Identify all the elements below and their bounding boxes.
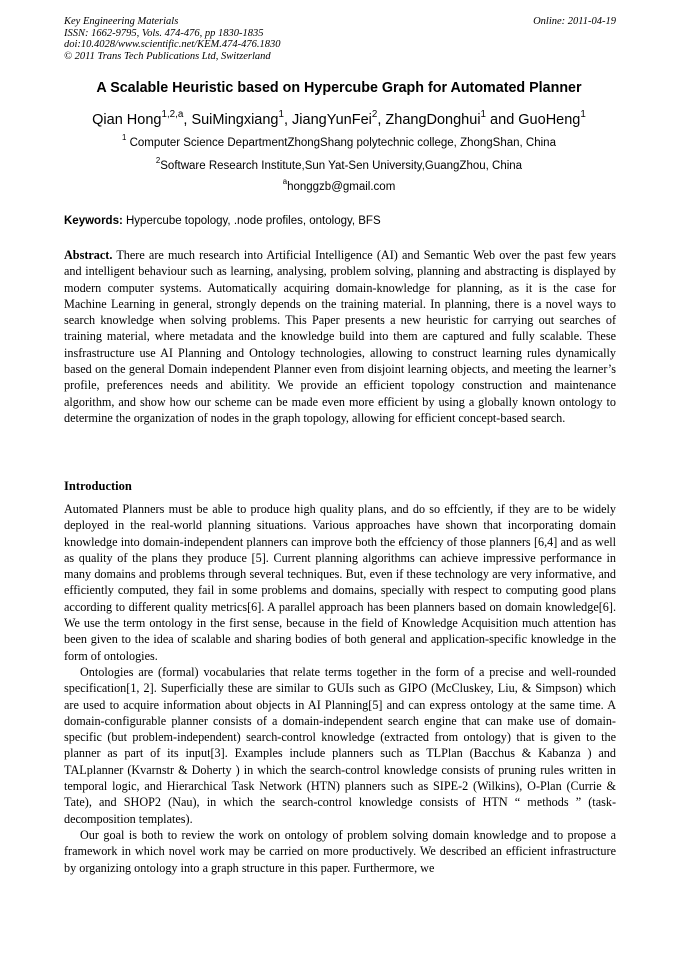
abstract-paragraph: [64, 247, 616, 426]
email-address[interactable]: honggzb@gmail.com: [287, 181, 396, 193]
affiliation-1: [30, 133, 648, 149]
author-name: ZhangDonghui: [385, 112, 481, 128]
author-email: [30, 177, 648, 193]
affiliation-text: Computer Science DepartmentZhongShang polytechnic college, ZhongShan, China: [126, 137, 556, 149]
keywords-line: [64, 215, 381, 227]
issn-line: ISSN: 1662-9795, Vols. 474-476, pp 1830-1835: [64, 27, 264, 39]
journal-name: Key Engineering Materials: [64, 16, 179, 27]
author-separator: ,: [183, 112, 192, 128]
body-paragraph: Ontologies are (formal) vocabularies that relate terms together in the form of a precise and well-rounded specification[1, 2]. Superficially these are similar to GUIs such as GIPO (McCluskey, Liu, & Simpson) which are used to acquire information about objects in AI Planning[5] and can express ontology at the same time. A domain-configurable planner consists of a domain-independent search engine that can make use of domain-specific (but problem-independent) search-control knowledge (extracted from ontology) that is given to the planner as part of its input[3]. Examples include planners such as TLPlan (Bacchus & Kabanza ) and TALplanner (Kvarnstr & Doherty ) in which the search-control knowledge consists of pruning rules written in temporal logic, and Hierarchical Task Network (HTN) planners such as SIPE-2 (Wilkins), O-Plan (Currie & Tate), and SHOP2 (Nau), in which the search-control knowledge consists of HTN “ methods ” (task-decomposition templates).: [64, 664, 616, 826]
author-separator: and: [486, 112, 519, 128]
author-name: SuiMingxiang: [191, 112, 279, 128]
author-name: JiangYunFei: [292, 112, 372, 128]
author-affiliation-mark: 2: [371, 108, 378, 120]
affiliation-mark: 2: [155, 156, 161, 165]
running-header: [64, 16, 616, 62]
author-name: Qian Hong: [92, 112, 162, 128]
section-heading-introduction: Introduction: [64, 479, 132, 493]
abstract-text: There are much research into Artificial Intelligence (AI) and Semantic Web over the past few years and intelligent behaviour such as learning, analysing, problem solving, planning and abstracting is displayed by modern computer systems. Automatically acquiring domain-knowledge for planning, as it is the case for Machine Learning in general, strongly depends on the training material. In planning, there is a novel ways to search knowledge when solving problems. This Paper presents a new heuristic for carrying out searches of training material, where metadata and the knowledge build into them are captured and fully scalable. These insfrastructure use AI Planning and Ontology technologies, allowing to construct learning rules dynamically based on the general Domain independent Planner even from disjoint learning objects, and meeting the learner’s profile, preferences needs and abilitity. We provide an efficient topology construction and maintenance algorithm, and show how our scheme can be made even more efficient by using a globally known ontology to determine the organization of nodes in the graph topology, allowing for efficient concept-based search.: [64, 248, 616, 425]
keywords-label: Keywords:: [64, 215, 123, 227]
author-affiliation-mark: 1: [480, 108, 487, 120]
body-paragraph: Our goal is both to review the work on ontology of problem solving domain knowledge and to propose a framework in which novel work may be carried on more productively. We described an efficient infrastructure by organizing ontology into a graph structure in this paper. Furthermore, we: [64, 827, 616, 875]
abstract-section: [64, 247, 616, 426]
doi-line: doi:10.4028/www.scientific.net/KEM.474-476.1830: [64, 39, 281, 50]
affiliation-text: Software Research Institute,Sun Yat-Sen University,GuangZhou, China: [160, 160, 523, 172]
author-separator: ,: [283, 112, 293, 128]
author-separator: ,: [377, 112, 386, 128]
author-affiliation-mark: 1,2,a: [161, 108, 184, 120]
email-mark: a: [282, 177, 288, 186]
author-affiliation-mark: 1: [278, 108, 284, 120]
body-paragraph: Automated Planners must be able to produce high quality plans, and do so effciently, if they are to be widely deployed in the real-world planning situations. Various approaches have shown that incorporating domain knowledge into domain-independent planners can improve both the effciency of those planners [6,4] and as well as quality of the plans they produce [5]. Current planning algorithms can achieve impressive performance in many domains and problems through several techniques. But, even if these technology are very informative, and efficiently computed, they fail in some problems and domains, specially with respect to computing good plans according to different quality metrics[6]. A parallel approach has been planners based on domain knowledge[6]. We use the term ontology in the first sense, because in the field of Knowledge Acquisition much attention has been given to the idea of scalable and sharing bodies of both general and application-specific knowledge in the form of ontologies.: [64, 502, 616, 663]
author-affiliation-mark: 1: [580, 108, 586, 120]
copyright-line: © 2011 Trans Tech Publications Ltd, Switzerland: [64, 50, 271, 62]
abstract-label: Abstract.: [64, 248, 113, 262]
online-date: Online: 2011-04-19: [533, 16, 616, 27]
affiliation-mark: 1: [122, 133, 127, 142]
author-list: [30, 108, 648, 128]
introduction-section: [64, 501, 616, 876]
paper-title: A Scalable Heuristic based on Hypercube Graph for Automated Planner: [96, 80, 582, 96]
affiliation-2: [30, 156, 648, 172]
author-name: GuoHeng: [518, 112, 581, 128]
keywords-text: Hypercube topology, .node profiles, ontology, BFS: [122, 215, 381, 227]
